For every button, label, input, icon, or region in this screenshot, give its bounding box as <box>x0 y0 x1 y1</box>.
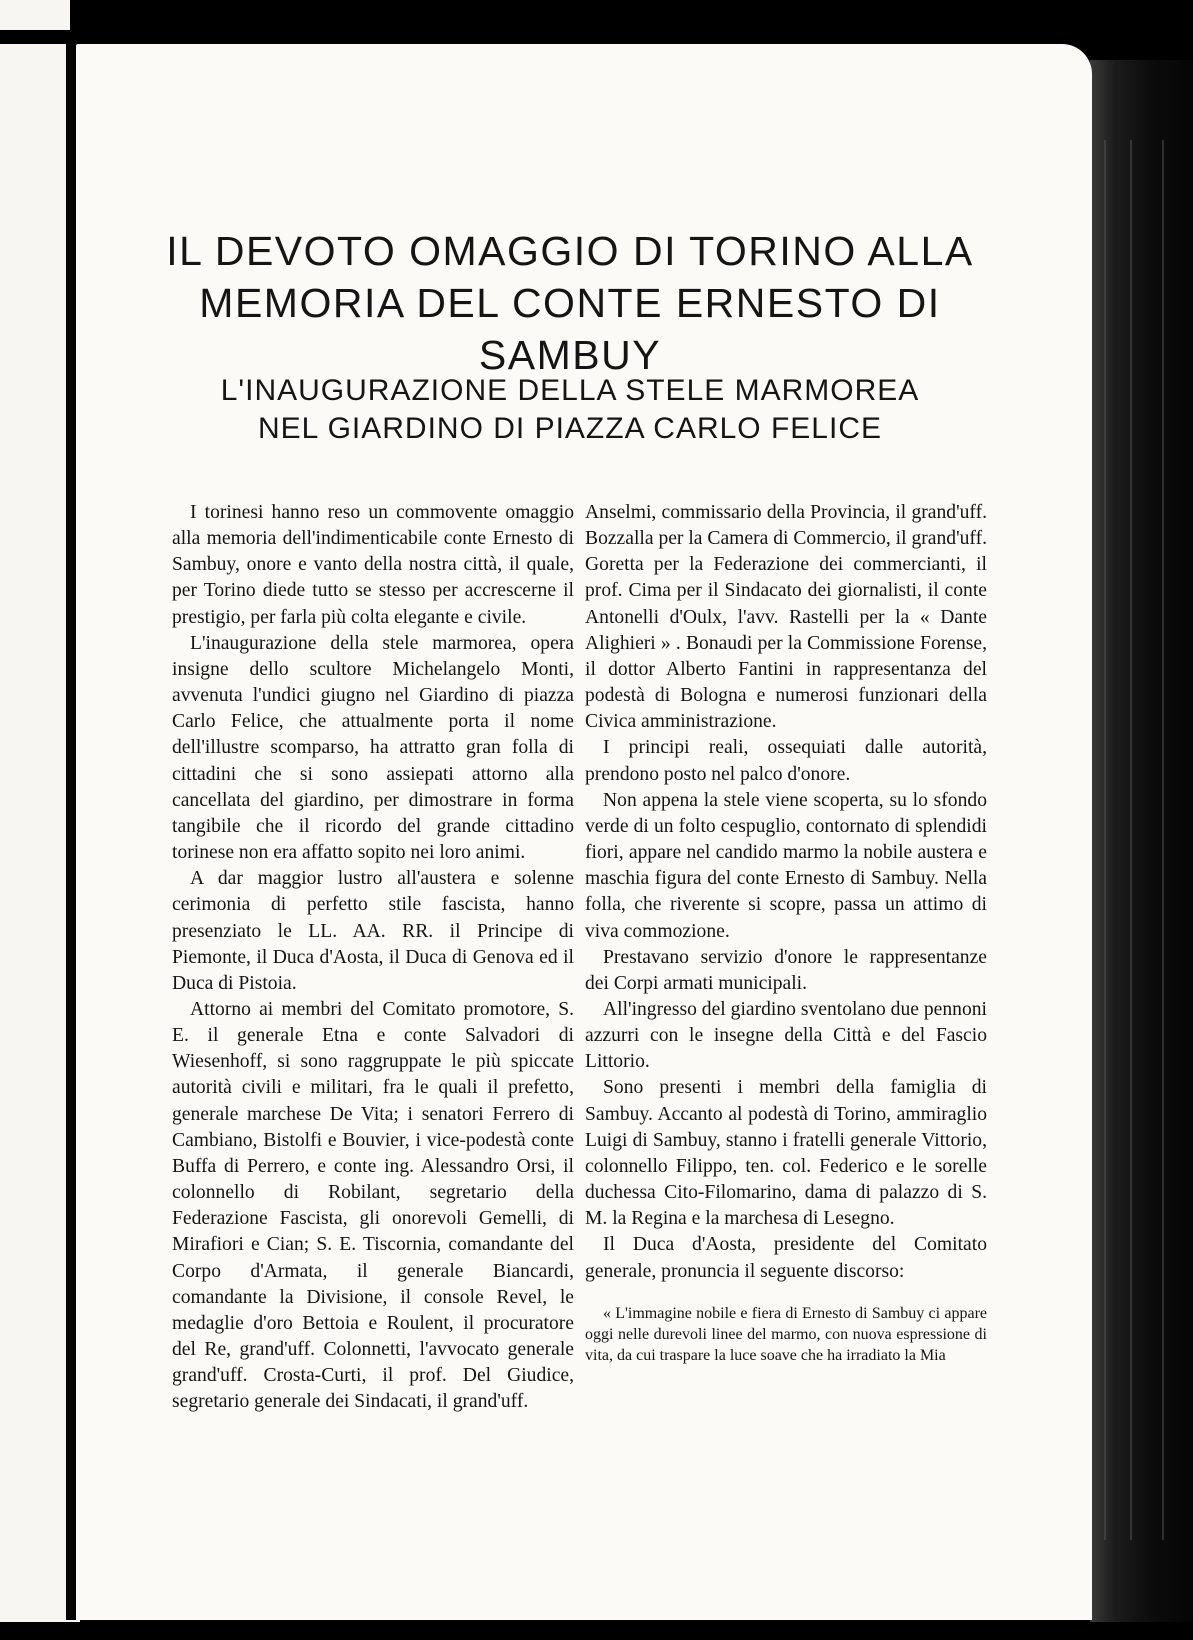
paragraph: Il Duca d'Aosta, presidente del Comitato generale, pronuncia il seguente discorso: <box>585 1234 987 1282</box>
paragraph: Prestavano servizio d'onore le rappresentanze dei Corpi armati municipali. <box>585 946 987 994</box>
paragraph: Non appena la stele viene scoperta, su lo sfondo verde di un folto cespuglio, contornato di splendidi fiori, appare nel candido marmo la nobile austera e maschia figura del conte Ernesto di Sambuy. Nella folla, che riverente si scopre, passa un attimo di viva commozione. <box>585 789 987 942</box>
shadow-streak <box>1104 140 1106 1540</box>
text-column-left <box>172 500 574 1415</box>
paragraph: I torinesi hanno reso un commovente omaggio alla memoria dell'indimenticabile conte Ernesto di Sambuy, onore e vanto della nostra città, il quale, per Torino diede tutto se stesso per accrescerne il prestigio, per farla più colta elegante e civile. <box>172 502 574 628</box>
paragraph: A dar maggior lustro all'austera e solenne cerimonia di perfetto stile fascista, hanno presenziato le LL. AA. RR. il Principe di Piemonte, il Duca d'Aosta, il Duca di Genova ed il Duca di Pistoia. <box>172 868 574 994</box>
paragraph: L'inaugurazione della stele marmorea, opera insigne dello scultore Michelangelo Monti, avvenuta l'undici giugno nel Giardino di piazza Carlo Felice, che attualmente porta il nome dell'illustre scomparso, ha attratto gran folla di cittadini che si sono assiepati attorno alla cancellata del giardino, per dimostrare in forma tangibile che il ricordo del grande cittadino torinese non era affatto sopito nei loro animi. <box>172 632 574 864</box>
scan-border-bottom <box>0 1622 1193 1640</box>
scan-right-shadow <box>1090 60 1193 1640</box>
page-binding-edge <box>66 40 74 1620</box>
shadow-streak <box>1162 140 1164 1540</box>
scan-border-top-bar <box>0 30 262 44</box>
shadow-streak <box>1130 140 1132 1540</box>
article-title: IL DEVOTO OMAGGIO DI TORINO ALLA MEMORIA DEL CONTE ERNESTO DI SAMBUY <box>166 228 974 378</box>
paragraph: Anselmi, commissario della Provincia, il grand'uff. Bozzalla per la Camera di Commercio, il grand'uff. Goretta per la Federazione dei commercianti, il prof. Cima per il Sindacato dei giornalisti, il conte Antonelli d'Oulx, l'avv. Rastelli per la « Dante Alighieri » . Bonaudi per la Commissione Forense, il dottor Alberto Fantini in rappresentanza del podestà di Bologna e numerosi funzionari della Civica amministrazione. <box>585 502 987 733</box>
paragraph: Sono presenti i membri della famiglia di Sambuy. Accanto al podestà di Torino, ammiraglio Luigi di Sambuy, stanno i fratelli generale Vittorio, colonnello Filippo, ten. col. Federico e le sorelle duchessa Cito-Filomarino, dama di palazzo di S. M. la Regina e la marchesa di Lesegno. <box>585 1077 987 1230</box>
paragraph: All'ingresso del giardino sventolano due pennoni azzurri con le insegne della Città e del Fascio Littorio. <box>585 998 987 1073</box>
scan-border-top <box>0 0 1193 32</box>
paragraph: Attorno ai membri del Comitato promotore, S. E. il generale Etna e conte Salvadori di Wiesenhoff, si sono raggruppate le più spiccate autorità civili e militari, fra le quali il prefetto, generale marchese De Vita; i senatori Ferrero di Cambiano, Bistolfi e Bouvier, i vice-podestà conte Buffa di Perrero, e conte ing. Alessandro Orsi, il colonnello di Robilant, segretario della Federazione Fascista, gli onorevoli Gemelli, di Mirafiori e Cian; S. E. Tiscornia, comandante del Corpo d'Armata, il generale Biancardi, comandante la Divisione, il console Revel, le medaglie d'oro Bettoia e Roulent, il procuratore del Re, grand'uff. Colonnetti, l'avvocato generale grand'uff. Crosta-Curti, il prof. Del Giudice, segretario generale dei Sindacati, il grand'uff. <box>172 998 574 1413</box>
scan-left-margin <box>0 0 70 1640</box>
paragraph: I principi reali, ossequiati dalle autorità, prendono posto nel palco d'onore. <box>585 737 987 785</box>
speech-quote: « L'immagine nobile e fiera di Ernesto di Sambuy ci appare oggi nelle durevoli linee del marmo, con nuova espressione di vita, da cui traspare la luce soave che ha irradiato la Mia <box>585 1304 987 1364</box>
article-subtitle: L'INAUGURAZIONE DELLA STELE MARMOREA NEL GIARDINO DI PIAZZA CARLO FELICE <box>220 374 920 445</box>
text-column-right <box>585 500 987 1366</box>
